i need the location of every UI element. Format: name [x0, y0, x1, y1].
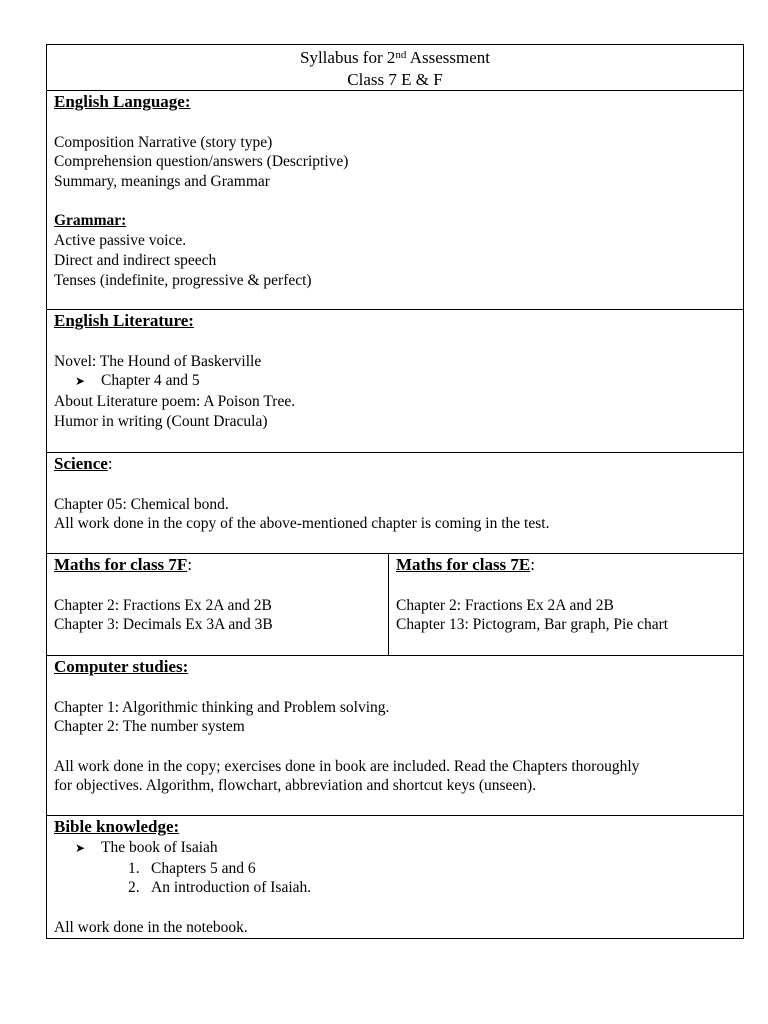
bible-bullet-text: The book of Isaiah — [101, 839, 218, 856]
maths-7f-line-2: Chapter 3: Decimals Ex 3A and 3B — [54, 616, 273, 634]
maths-7f-heading: Maths for class 7F — [54, 555, 188, 574]
title-superscript: nd — [395, 49, 407, 61]
computer-line-1: Chapter 1: Algorithmic thinking and Problem solving. — [54, 698, 390, 716]
bible-knowledge-section — [47, 816, 743, 938]
grammar-line-2: Direct and indirect speech — [54, 251, 217, 269]
maths-7e-colon: : — [530, 555, 535, 574]
maths-7e-line-2: Chapter 13: Pictogram, Bar graph, Pie chart — [396, 616, 669, 634]
syllabus-table — [46, 44, 744, 939]
english-language-section — [47, 91, 743, 310]
page-title — [47, 47, 743, 69]
computer-line-2: Chapter 2: The number system — [54, 718, 245, 736]
arrowhead-bullet-icon: ➤ — [75, 374, 86, 389]
bible-item-number: 1. — [128, 859, 140, 877]
computer-note-line-1: All work done in the copy; exercises done in book are included. Read the Chapters thoroughly — [54, 757, 640, 775]
science-line-1: Chapter 05: Chemical bond. — [54, 495, 229, 513]
science-section — [47, 453, 743, 554]
literature-bullet-item — [54, 371, 743, 392]
maths-7f-colon: : — [187, 555, 193, 574]
grammar-line-1: Active passive voice. — [54, 232, 187, 250]
bible-list-item-2 — [54, 878, 743, 898]
title-prefix: Syllabus for 2 — [300, 48, 396, 67]
literature-line-2: Humor in writing (Count Dracula) — [54, 412, 268, 430]
computer-note-line-2: for objectives. Algorithm, flowchart, abbreviation and shortcut keys (unseen). — [54, 777, 537, 795]
title-row — [47, 45, 743, 91]
english-language-line-2: Comprehension question/answers (Descriptive) — [54, 153, 349, 171]
literature-line-1: About Literature poem: A Poison Tree. — [54, 393, 296, 411]
page-subtitle: Class 7 E & F — [347, 70, 443, 89]
novel-line: Novel: The Hound of Baskerville — [54, 352, 262, 370]
maths-7e-heading: Maths for class 7E — [396, 555, 531, 574]
arrowhead-bullet-icon: ➤ — [75, 841, 86, 855]
science-heading: Science — [54, 454, 108, 473]
english-language-line-1: Composition Narrative (story type) — [54, 133, 273, 151]
maths-section — [47, 554, 743, 656]
bible-list-item-1 — [54, 859, 743, 879]
bible-item-text: An introduction of Isaiah. — [151, 879, 312, 897]
maths-7f-cell — [47, 554, 389, 655]
english-language-line-3: Summary, meanings and Grammar — [54, 173, 270, 191]
literature-bullet-text: Chapter 4 and 5 — [101, 372, 200, 390]
bible-bullet-item — [54, 838, 743, 859]
maths-7e-line-1: Chapter 2: Fractions Ex 2A and 2B — [396, 596, 614, 614]
bible-knowledge-heading: Bible knowledge: — [54, 817, 180, 836]
bible-item-text: Chapters 5 and 6 — [151, 859, 256, 877]
computer-studies-heading: Computer studies: — [54, 657, 189, 676]
science-colon: : — [107, 454, 113, 473]
bible-item-number: 2. — [128, 879, 140, 897]
english-literature-section — [47, 310, 743, 453]
grammar-heading: Grammar: — [54, 212, 127, 230]
maths-7f-line-1: Chapter 2: Fractions Ex 2A and 2B — [54, 596, 272, 614]
english-literature-heading: English Literature: — [54, 311, 194, 330]
bible-note: All work done in the notebook. — [54, 918, 248, 936]
maths-7e-cell — [389, 554, 743, 655]
science-line-2: All work done in the copy of the above-mentioned chapter is coming in the test. — [54, 515, 550, 533]
grammar-line-3: Tenses (indefinite, progressive & perfect) — [54, 271, 312, 289]
english-language-heading: English Language: — [54, 92, 191, 111]
title-suffix: Assessment — [406, 48, 490, 67]
computer-studies-section — [47, 656, 743, 816]
